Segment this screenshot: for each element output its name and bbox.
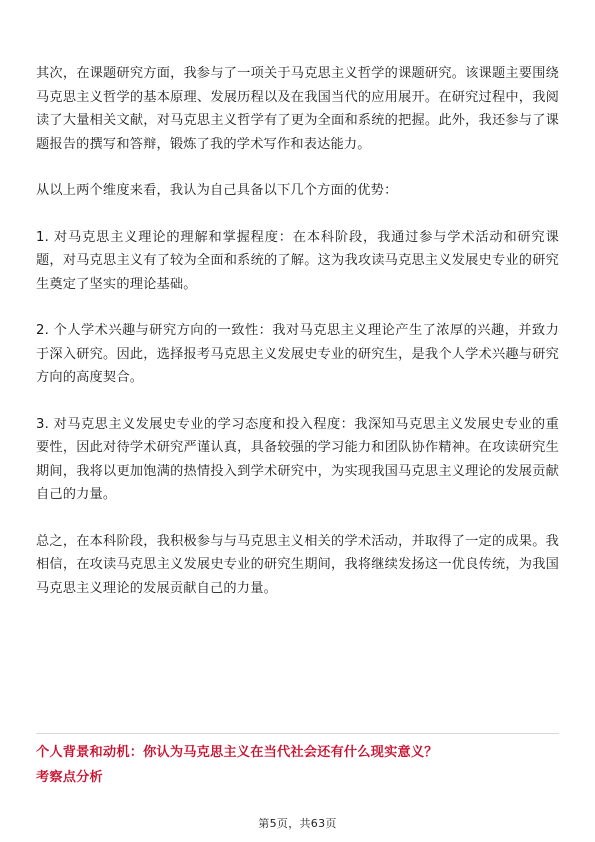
paragraph-point-1: 1. 对马克思主义理论的理解和掌握程度：在本科阶段，我通过参与学术活动和研究课题，对马克思主义有了较为全面和系统的了解。这为我攻读马克思主义发展史专业的研究生奠定了坚实的理论基础。 (36, 229, 559, 292)
paragraph-point-2: 2. 个人学术兴趣与研究方向的一致性：我对马克思主义理论产生了浓厚的兴趣，并致力于深入研究。因此，选择报考马克思主义发展史专业的研究生，是我个人学术兴趣与研究方向的高度契合。 (36, 323, 559, 385)
section-question-heading: 个人背景和动机：你认为马克思主义在当代社会还有什么现实意义？ (36, 745, 438, 760)
section-divider (36, 733, 559, 734)
page-number: 第5页，共63页 (258, 817, 337, 830)
body-text (36, 62, 559, 623)
section-subheading: 考察点分析 (36, 770, 103, 785)
paragraph-point-3: 3. 对马克思主义发展史专业的学习态度和投入程度：我深知马克思主义发展史专业的重要性，因此对待学术研究严谨认真，具备较强的学习能力和团队协作精神。在攻读研究生期间，我将以更加饱满的热情投入到学术研究中，为实现我国马克思主义理论的发展贡献自己的力量。 (36, 416, 559, 502)
paragraph-research: 其次，在课题研究方面，我参与了一项关于马克思主义哲学的课题研究。该课题主要围绕马克思主义哲学的基本原理、发展历程以及在我国当代的应用展开。在研究过程中，我阅读了大量相关文献，对马克思主义哲学有了更为全面和系统的把握。此外，我还参与了课题报告的撰写和答辩，锻炼了我的学术写作和表达能力。 (36, 66, 559, 152)
paragraph-advantages-intro: 从以上两个维度来看，我认为自己具备以下几个方面的优势： (36, 183, 398, 198)
paragraph-conclusion: 总之，在本科阶段，我积极参与与马克思主义相关的学术活动，并取得了一定的成果。我相信，在攻读马克思主义发展史专业的研究生期间，我将继续发扬这一优良传统，为我国马克思主义理论的发展贡献自己的力量。 (36, 533, 559, 596)
